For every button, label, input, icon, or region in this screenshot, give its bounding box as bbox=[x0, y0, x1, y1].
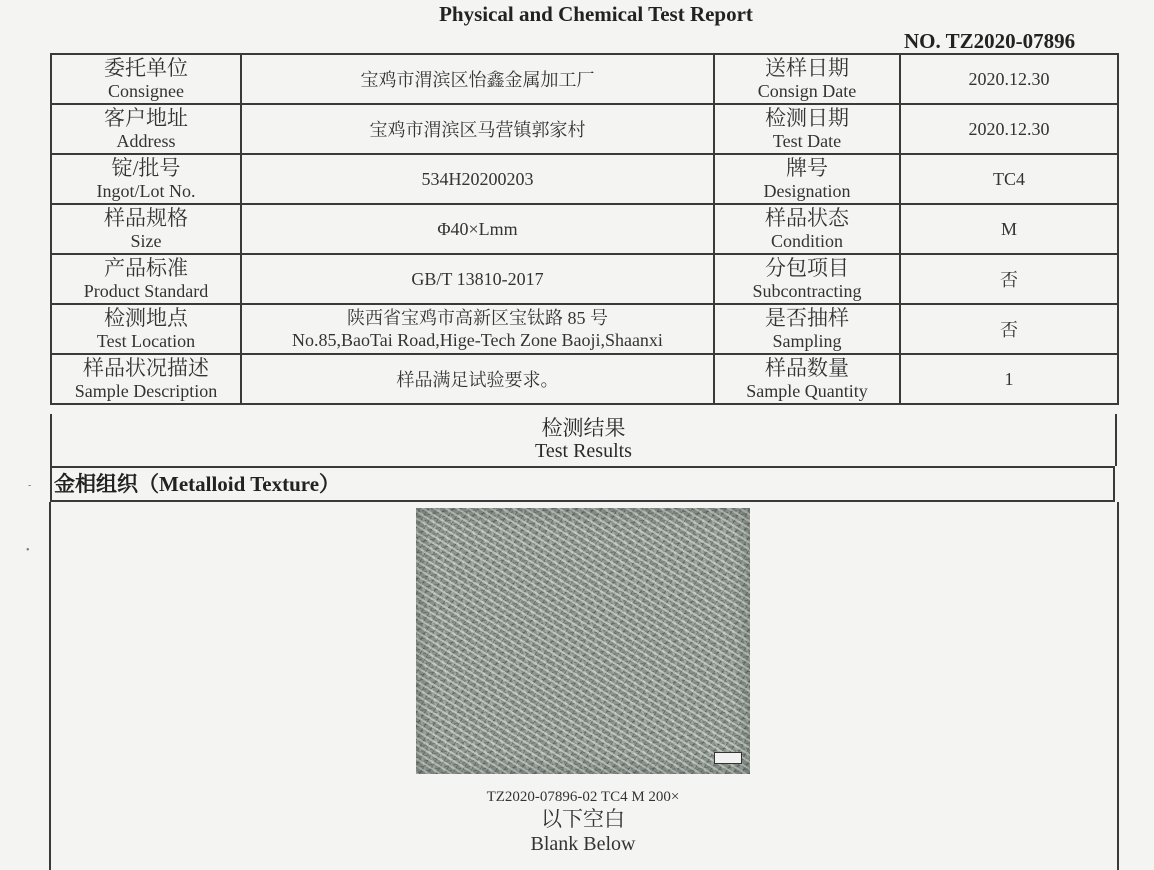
field-label-cell bbox=[51, 54, 241, 104]
field-value-cell bbox=[241, 254, 714, 304]
field-label-zh: 检测地点 bbox=[104, 305, 188, 330]
field-value: 否 bbox=[1000, 320, 1018, 340]
field-label-zh: 客户地址 bbox=[104, 105, 188, 130]
field-value-cell bbox=[241, 204, 714, 254]
field-label-cell bbox=[51, 104, 241, 154]
field-value-cell bbox=[900, 54, 1118, 104]
info-row bbox=[51, 104, 1118, 154]
micrograph-caption: TZ2020-07896-02 TC4 M 200× bbox=[486, 789, 680, 805]
field-label-cell bbox=[51, 204, 241, 254]
field-label-zh: 是否抽样 bbox=[765, 305, 849, 330]
field-label-en: Consignee bbox=[108, 80, 184, 101]
test-results-heading bbox=[50, 414, 1117, 466]
field-label-zh: 送样日期 bbox=[765, 55, 849, 80]
field-value-cell bbox=[900, 354, 1118, 404]
field-label-cell bbox=[51, 154, 241, 204]
field-label-cell bbox=[714, 254, 900, 304]
field-value: 宝鸡市渭滨区怡鑫金属加工厂 bbox=[360, 70, 595, 90]
field-value: TC4 bbox=[992, 168, 1025, 189]
field-label-zh: 样品状况描述 bbox=[83, 355, 209, 380]
field-label-en: Test Date bbox=[772, 130, 842, 151]
blank-below-zh: 以下空白 bbox=[541, 807, 625, 831]
field-label-zh: 样品状态 bbox=[765, 205, 849, 230]
field-label-zh: 样品数量 bbox=[765, 355, 849, 380]
report-number: NO. TZ2020-07896 bbox=[904, 29, 1076, 53]
field-label-en: Designation bbox=[763, 180, 851, 201]
field-label-en: Ingot/Lot No. bbox=[96, 180, 196, 201]
field-label-en: Subcontracting bbox=[752, 280, 862, 301]
field-value: 陕西省宝鸡市高新区宝钛路 85 号 bbox=[347, 308, 608, 328]
info-row bbox=[51, 154, 1118, 204]
field-value-cell bbox=[241, 354, 714, 404]
field-label-cell bbox=[714, 204, 900, 254]
field-value-cell bbox=[900, 154, 1118, 204]
field-label-zh: 检测日期 bbox=[765, 105, 849, 130]
field-value-secondary: No.85,BaoTai Road,Hige-Tech Zone Baoji,Shaanxi bbox=[292, 330, 663, 350]
field-label-en: Sample Quantity bbox=[746, 380, 868, 401]
field-label-en: Sampling bbox=[772, 330, 842, 351]
field-value-cell bbox=[241, 304, 714, 354]
field-label-cell bbox=[51, 304, 241, 354]
scan-mark: - bbox=[28, 480, 32, 491]
info-row bbox=[51, 204, 1118, 254]
field-label-cell bbox=[714, 304, 900, 354]
field-value: 2020.12.30 bbox=[968, 118, 1050, 139]
field-label-zh: 锭/批号 bbox=[111, 155, 181, 180]
field-label-cell bbox=[714, 104, 900, 154]
info-row bbox=[51, 304, 1118, 354]
field-value-cell bbox=[241, 104, 714, 154]
report-title: Physical and Chemical Test Report bbox=[439, 2, 753, 26]
field-label-cell bbox=[714, 354, 900, 404]
field-label-cell bbox=[714, 154, 900, 204]
field-value: GB/T 13810-2017 bbox=[411, 268, 544, 289]
test-results-heading-zh: 检测结果 bbox=[541, 416, 626, 440]
micrograph-image bbox=[416, 508, 750, 774]
field-label-cell bbox=[51, 354, 241, 404]
field-value-cell bbox=[900, 104, 1118, 154]
metalloid-texture-heading: 金相组织（Metalloid Texture） bbox=[50, 466, 1115, 502]
field-value-cell bbox=[900, 254, 1118, 304]
field-label-cell bbox=[714, 54, 900, 104]
field-value-cell bbox=[900, 204, 1118, 254]
field-value: 宝鸡市渭滨区马营镇郭家村 bbox=[369, 120, 586, 140]
field-label-zh: 委托单位 bbox=[104, 55, 188, 80]
scan-mark: • bbox=[26, 545, 30, 556]
field-value: 否 bbox=[1000, 270, 1018, 290]
field-label-en: Test Location bbox=[96, 330, 196, 351]
field-value: 2020.12.30 bbox=[968, 68, 1050, 89]
field-value: 1 bbox=[1004, 368, 1014, 389]
info-row bbox=[51, 54, 1118, 104]
field-label-en: Condition bbox=[770, 230, 843, 251]
field-value-cell bbox=[241, 154, 714, 204]
test-results-heading-en: Test Results bbox=[535, 440, 632, 462]
field-value: 534H20200203 bbox=[421, 168, 534, 189]
field-label-en: Sample Description bbox=[74, 380, 218, 401]
field-value: Φ40×Lmm bbox=[437, 218, 518, 239]
field-label-en: Address bbox=[116, 130, 176, 151]
field-value: 样品满足试验要求。 bbox=[396, 370, 559, 390]
field-value-cell bbox=[241, 54, 714, 104]
info-table bbox=[50, 53, 1119, 405]
blank-below-en: Blank Below bbox=[530, 833, 636, 855]
field-value: M bbox=[1000, 218, 1017, 239]
field-label-zh: 样品规格 bbox=[104, 205, 188, 230]
scale-bar-icon bbox=[714, 752, 742, 764]
field-label-en: Product Standard bbox=[83, 280, 209, 301]
field-label-cell bbox=[51, 254, 241, 304]
field-label-en: Size bbox=[130, 230, 162, 251]
field-label-zh: 分包项目 bbox=[765, 255, 849, 280]
field-label-en: Consign Date bbox=[757, 80, 857, 101]
info-row bbox=[51, 254, 1118, 304]
field-value-cell bbox=[900, 304, 1118, 354]
field-label-zh: 产品标准 bbox=[104, 255, 188, 280]
info-row bbox=[51, 354, 1118, 404]
field-label-zh: 牌号 bbox=[786, 155, 828, 180]
